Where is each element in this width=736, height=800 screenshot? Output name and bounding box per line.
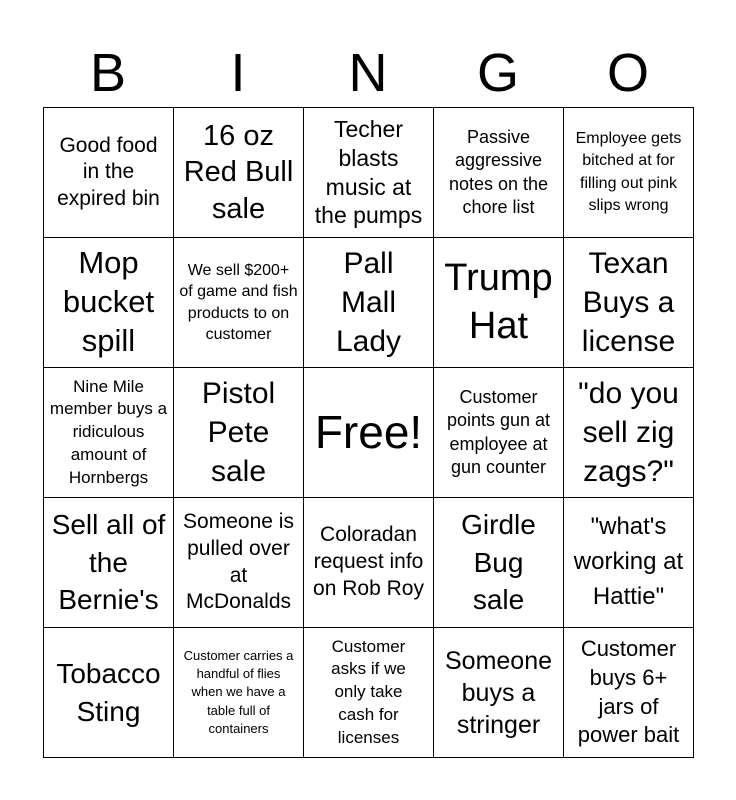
bingo-cell[interactable] <box>564 498 694 628</box>
header-letter-i: I <box>230 43 246 103</box>
cell-text: 16 oz Red Bull sale <box>183 120 294 225</box>
cell-text: Sell all of the Bernie's <box>51 508 166 616</box>
bingo-cell[interactable] <box>434 498 564 628</box>
bingo-cell[interactable] <box>304 238 434 368</box>
bingo-cell-free[interactable] <box>304 368 434 498</box>
cell-text: Pall Mall Lady <box>335 247 402 358</box>
header-letter-o: O <box>606 43 649 103</box>
cell-text: Tobacco Sting <box>56 657 161 727</box>
bingo-cell[interactable] <box>174 498 304 628</box>
cell-text: Trump Hat <box>444 257 553 347</box>
cell-text: Customer points gun at employee at gun counter <box>446 386 551 477</box>
cell-text: Someone buys a stringer <box>444 646 553 739</box>
bingo-cell[interactable] <box>564 368 694 498</box>
cell-text: We sell $200+ of game and fish products to on customer <box>179 261 298 343</box>
header-letter-n: N <box>348 43 388 103</box>
bingo-cell[interactable] <box>44 498 174 628</box>
bingo-cell[interactable] <box>564 238 694 368</box>
bingo-cell[interactable] <box>564 108 694 238</box>
free-space-text: Free! <box>314 405 423 458</box>
bingo-cell[interactable] <box>44 108 174 238</box>
cell-text: Passive aggressive notes on the chore list <box>448 126 549 217</box>
bingo-cell[interactable] <box>564 628 694 758</box>
cell-text: Customer asks if we only take cash for licenses <box>331 636 406 747</box>
cell-text: Coloradan request info on Rob Roy <box>313 523 424 600</box>
bingo-cell[interactable] <box>434 628 564 758</box>
cell-text: Girdle Bug sale <box>461 508 536 616</box>
bingo-cell[interactable] <box>44 628 174 758</box>
bingo-cell[interactable] <box>434 238 564 368</box>
bingo-cell[interactable] <box>434 108 564 238</box>
bingo-cell[interactable] <box>174 368 304 498</box>
cell-text: Customer buys 6+ jars of power bait <box>577 636 680 748</box>
cell-text: "what's working at Hattie" <box>573 513 684 610</box>
bingo-cell[interactable] <box>174 108 304 238</box>
header-letter-g: G <box>476 43 519 103</box>
cell-text: Pistol Pete sale <box>201 377 276 488</box>
bingo-cell[interactable] <box>44 238 174 368</box>
cell-text: "do you sell zig zags?" <box>578 377 679 488</box>
bingo-header <box>43 40 693 106</box>
bingo-cell[interactable] <box>174 628 304 758</box>
bingo-cell[interactable] <box>304 628 434 758</box>
cell-text: Customer carries a handful of flies when we have a table full of containers <box>183 648 294 736</box>
bingo-cell[interactable] <box>434 368 564 498</box>
bingo-cell[interactable] <box>304 108 434 238</box>
cell-text: Techer blasts music at the pumps <box>314 116 423 229</box>
header-letter-b: B <box>89 43 127 103</box>
cell-text: Employee gets bitched at for filling out pink slips wrong <box>575 129 682 214</box>
bingo-cell[interactable] <box>304 498 434 628</box>
cell-text: Nine Mile member buys a ridiculous amount of Hornbergs <box>49 376 168 487</box>
cell-text: Mop bucket spill <box>62 245 155 358</box>
bingo-cell[interactable] <box>44 368 174 498</box>
bingo-cell[interactable] <box>174 238 304 368</box>
cell-text: Someone is pulled over at McDonalds <box>183 510 294 614</box>
bingo-grid <box>43 107 694 758</box>
cell-text: Good food in the expired bin <box>57 134 160 210</box>
cell-text: Texan Buys a license <box>581 247 676 358</box>
